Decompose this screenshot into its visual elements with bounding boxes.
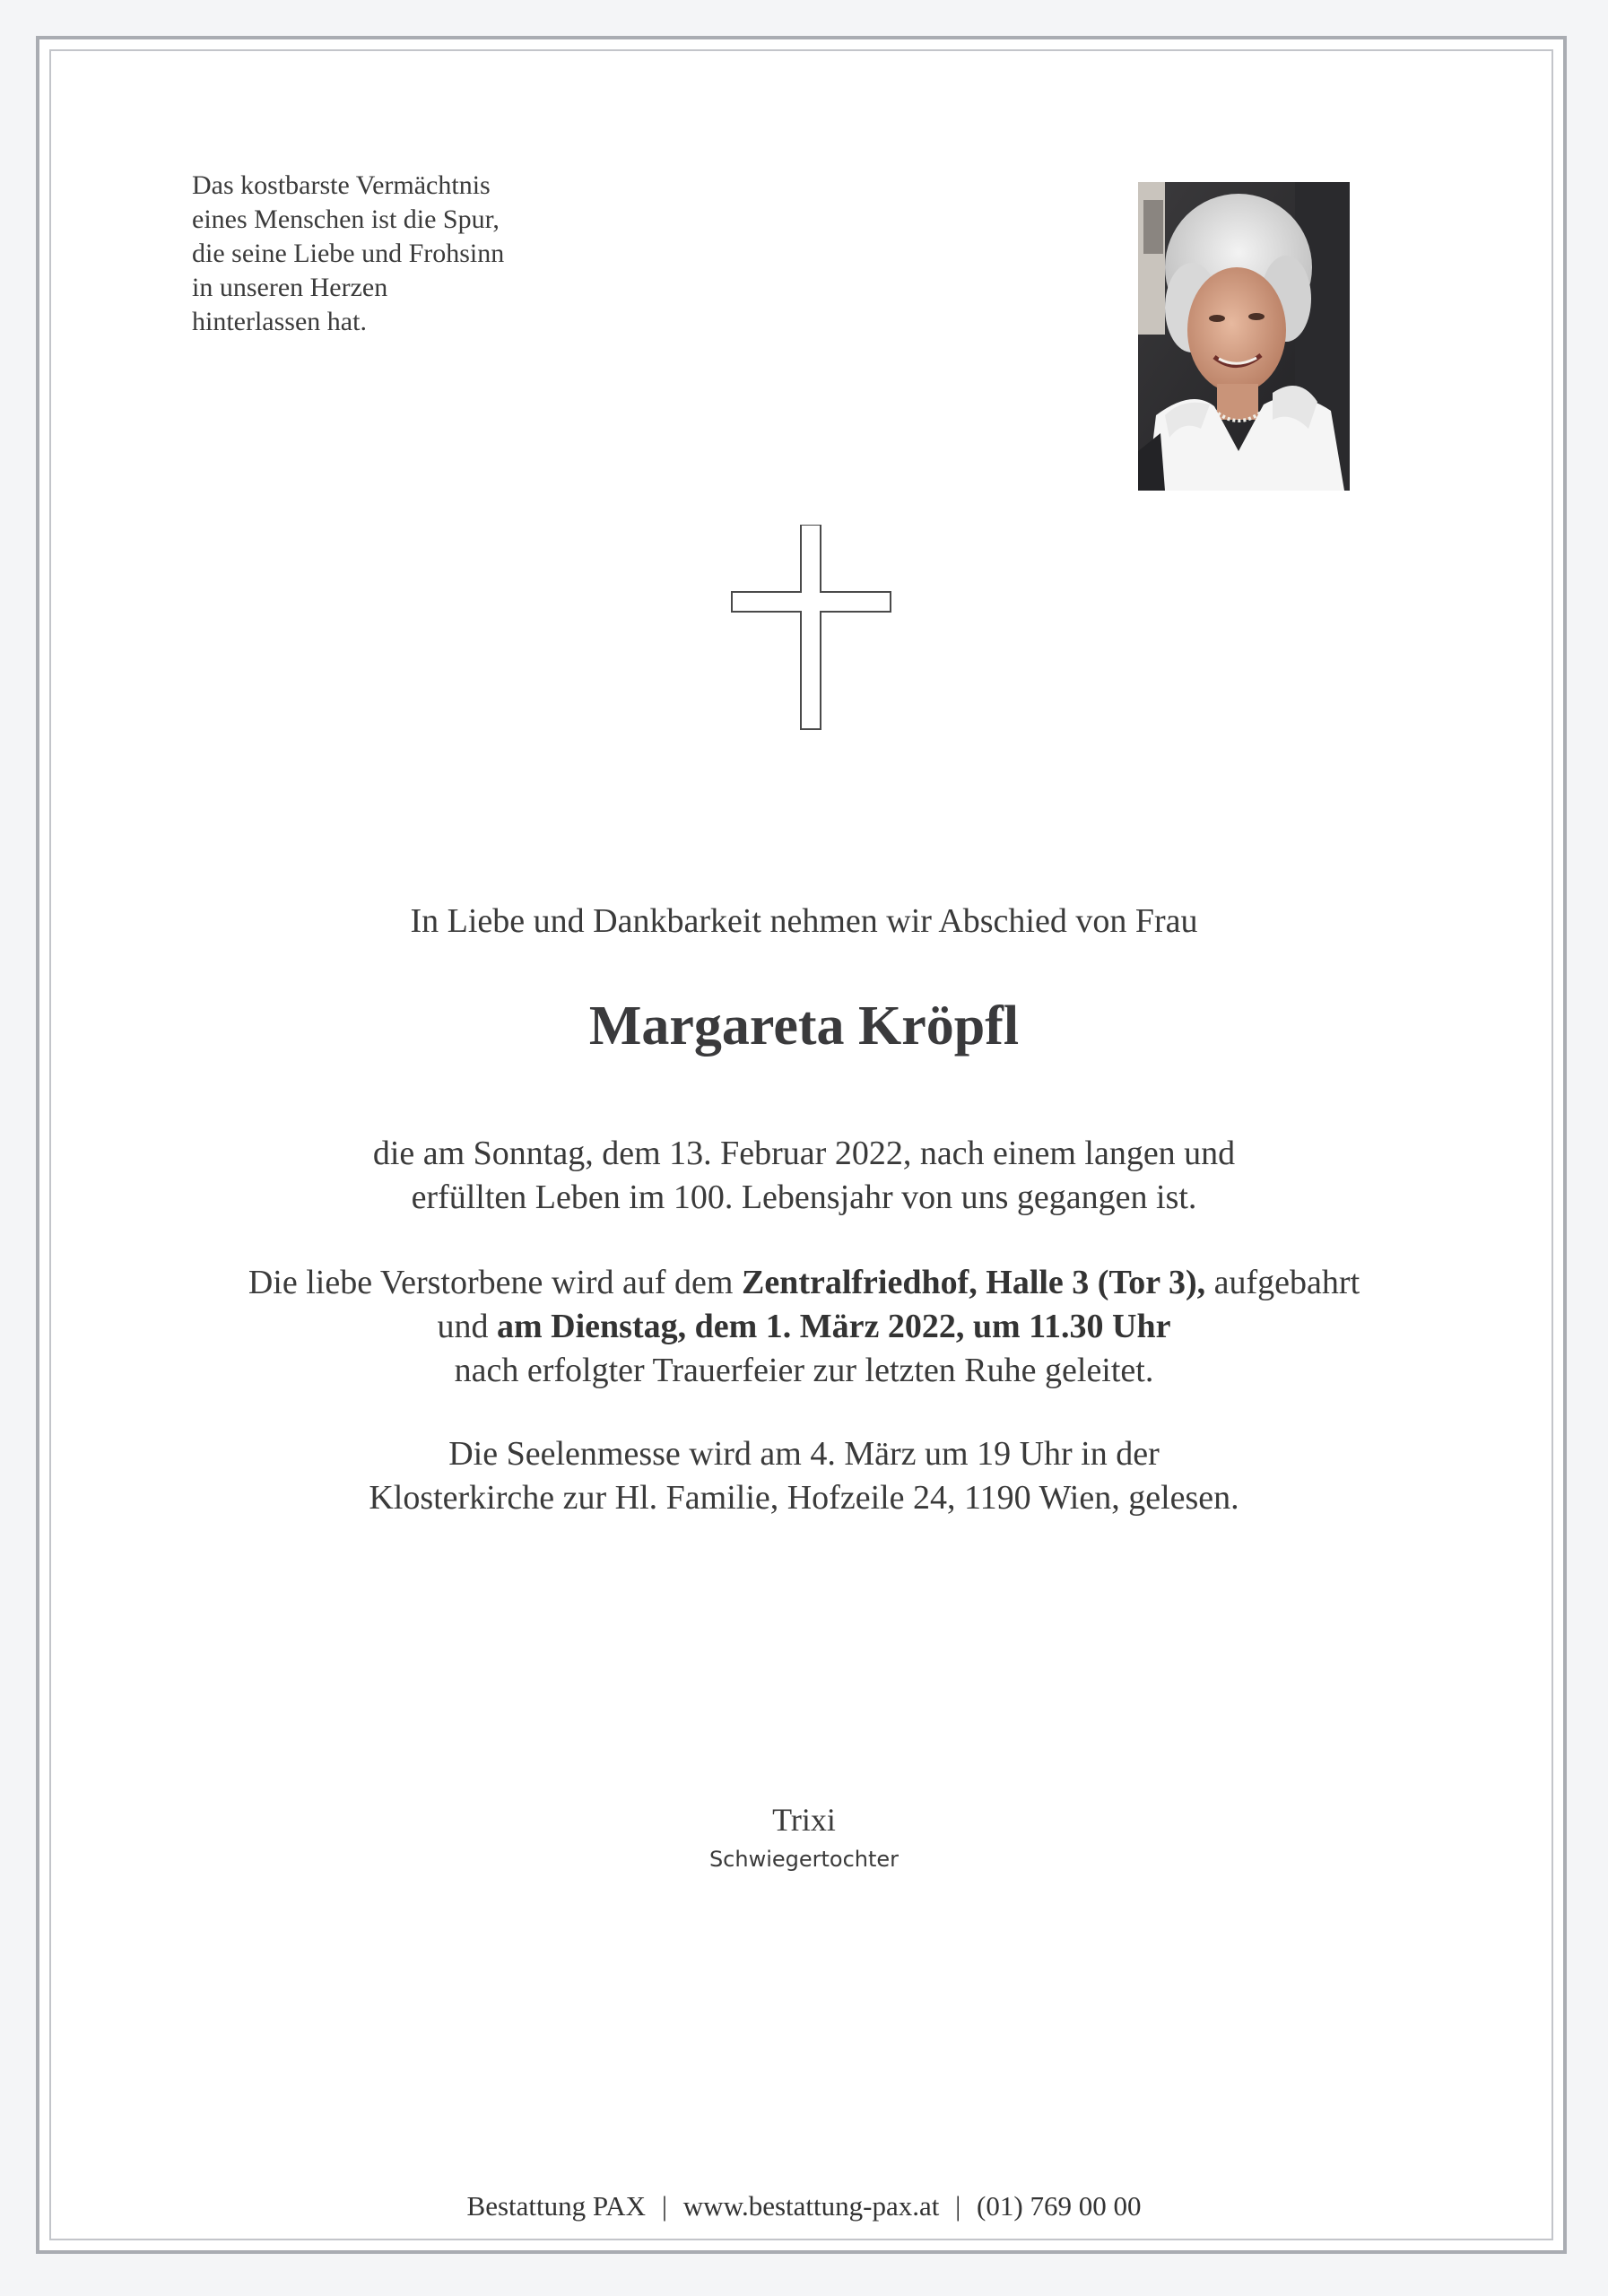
burial-pre-text: Die liebe Verstorbene wird auf dem [248, 1264, 742, 1301]
funeral-company: Bestattung PAX [466, 2190, 647, 2222]
mourner-relation: Schwiegertochter [708, 1847, 900, 1872]
footer [0, 2188, 1608, 2224]
mass-line: Klosterkirche zur Hl. Familie, Hofzeile 24, 1190 Wien, gelesen. [369, 1479, 1239, 1517]
burial-place: Zentralfriedhof, Halle 3 (Tor 3), [741, 1264, 1206, 1301]
death-line: erfüllten Leben im 100. Lebensjahr von uns gegangen ist. [411, 1178, 1197, 1216]
burial-line-2 [0, 1305, 1608, 1349]
deceased-name: Margareta Kröpfl [588, 996, 1020, 1057]
footer-separator: | [955, 2190, 961, 2222]
quote-line: eines Menschen ist die Spur, [192, 204, 500, 234]
death-paragraph [0, 1132, 1608, 1220]
footer-separator: | [661, 2190, 668, 2222]
mourner-name: Trixi [772, 1802, 836, 1838]
mass-paragraph [0, 1432, 1608, 1520]
phone-number: (01) 769 00 00 [977, 2190, 1142, 2222]
quote-line: in unseren Herzen [192, 273, 388, 302]
burial-and-text: und [437, 1308, 497, 1345]
burial-date: am Dienstag, dem 1. März 2022, um 11.30 Uhr [497, 1308, 1171, 1345]
quote-line: hinterlassen hat. [192, 307, 367, 336]
burial-line-1 [0, 1261, 1608, 1305]
cross-icon [731, 525, 892, 731]
quote-line: Das kostbarste Vermächtnis [192, 170, 491, 200]
burial-paragraph [0, 1261, 1608, 1393]
burial-line-3: nach erfolgter Trauerfeier zur letzten Ruhe geleitet. [454, 1352, 1154, 1389]
portrait-photo [1138, 182, 1350, 491]
mass-line: Die Seelenmesse wird am 4. März um 19 Uhr in der [448, 1435, 1160, 1473]
website-link[interactable]: www.bestattung-pax.at [682, 2190, 940, 2222]
death-line: die am Sonntag, dem 13. Februar 2022, nach einem langen und [372, 1135, 1236, 1172]
intro-text: In Liebe und Dankbarkeit nehmen wir Abschied von Frau [410, 902, 1198, 940]
quote-line: die seine Liebe und Frohsinn [192, 239, 505, 268]
memorial-quote [192, 169, 604, 339]
burial-post-text: aufgebahrt [1205, 1264, 1360, 1301]
